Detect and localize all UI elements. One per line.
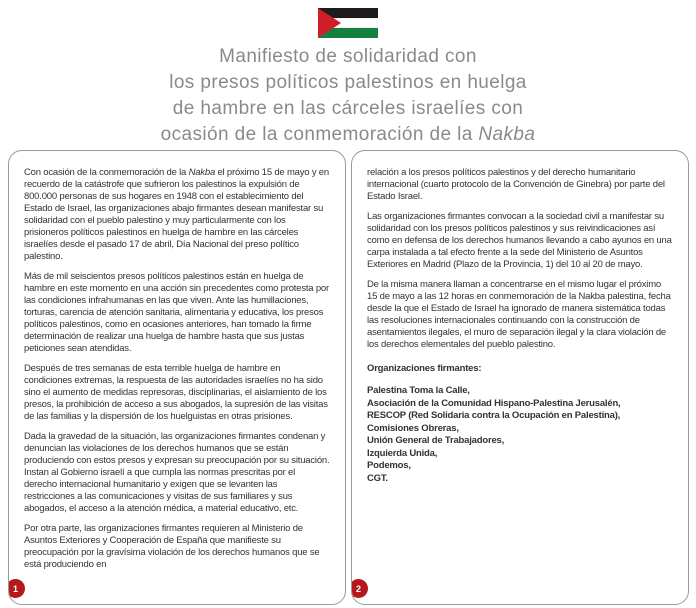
title-line-1: Manifiesto de solidaridad con (219, 46, 477, 67)
signatory-item: RESCOP (Red Solidaria contra la Ocupación en Palestina), (367, 410, 621, 421)
title-line-4: ocasión de la conmemoración de la Nakba (160, 124, 536, 145)
paragraph-6: relación a los presos políticos palestinos y del derecho humanitario internacional (cuarto protocolo de la Convención de Ginebra) por parte del Estado Israel. (367, 167, 665, 202)
title-line-3: de hambre en las cárceles israelíes con (172, 98, 524, 119)
paragraph-1: Con ocasión de la conmemoración de la Nakba el próximo 15 de mayo y en recuerdo de la catástrofe que sufrieron los palestinos la expulsión de 800.000 personas de sus hogares en 1948 con el establecimiento del Estado de Israel, las organizaciones abajo firmantes desean manifestar su solidaridad con el pueblo palestino y muy particularmente con los prisioneros políticos palestinos en huelga de hambre en las cárceles israelíes desde el pasado 17 de abril, Día Nacional del preso político palestino. (24, 167, 329, 262)
signatory-item: CGT. (367, 472, 388, 484)
flag-red-triangle (318, 8, 341, 38)
signatory-item: Palestina Toma la Calle, (367, 385, 470, 396)
paragraph-7: Las organizaciones firmantes convocan a la sociedad civil a manifestar su solidaridad con los presos políticos palestinos y sus reivindicaciones así como en defensa de los derechos humanos llevando a cabo ayunos en una carpa instalada a tal efecto frente a la sede del Ministerio de Asuntos Exteriores en Madrid (Plazo de la Provincia, 1) del 10 al 20 de mayo. (367, 211, 672, 270)
title-line-2: los presos políticos palestinos en huelga (169, 72, 527, 93)
manifesto-document (0, 8, 696, 608)
palestinian-flag-icon (318, 8, 378, 38)
page-marker-2: 2 (351, 579, 368, 598)
signatory-item: Izquierda Unida, (367, 447, 438, 459)
signatory-item: Comisiones Obreras, (367, 422, 459, 434)
title-nakba-italic: Nakba (478, 124, 536, 145)
nakba-italic: Nakba (188, 167, 216, 178)
paragraph-5: Por otra parte, las organizaciones firmantes requieren al Ministerio de Asuntos Exteriores y Cooperación de España que manifieste su preocupación por la gravísima violación de los derechos humanos que se está produciendo en (24, 523, 320, 570)
paragraph-2: Más de mil seiscientos presos políticos palestinos están en huelga de hambre en este momento en una acción sin precedentes como protesta por las condiciones infrahumanas en las que viven. Ante las humillaciones, torturas, carencia de atención sanitaria, alimentaria y educativa, los presos políticos palestinos, como en ocasiones anteriores, han tomado la firme determinación de realizar una huelga de hambre hasta que sus justas peticiones sean atendidas. (24, 271, 329, 354)
left-column-box (8, 150, 346, 605)
paragraph-4: Dada la gravedad de la situación, las organizaciones firmantes condenan y denuncian las violaciones de los derechos humanos que se están produciendo con estos presos y expresan su preocupación por su situación. Instan al Gobierno israelí a que cumpla las normas prescritas por el derecho internacional humanitario y exigen que se levanten las restricciones a las comunicaciones y visitas de sus familiares y sus abogados, el acceso a la atención médica, a material educativo, etc. (24, 431, 330, 514)
two-column-body (8, 150, 689, 605)
signatory-item: Unión General de Trabajadores, (367, 435, 505, 446)
page-marker-1: 1 (8, 579, 25, 598)
paragraph-3: Después de tres semanas de esta terrible huelga de hambre en condiciones extremas, la respuesta de las autoridades israelíes no ha sido sino el aumento de medidas represoras, disciplinarias, el aislamiento de los presos, la prohibición de acceso a sus abogados, la supresión de las visitas de las familias y la dispersión de los huelguistas en otras prisiones. (24, 363, 328, 422)
signatory-item: Podemos, (367, 460, 411, 471)
page-title (0, 44, 696, 148)
signatory-item: Asociación de la Comunidad Hispano-Palestina Jerusalén, (367, 397, 621, 409)
signatories-heading: Organizaciones firmantes: (367, 363, 482, 374)
paragraph-8: De la misma manera llaman a concentrarse en el mismo lugar el próximo 15 de mayo a las 12 horas en conmemoración de la Nakba palestina, fecha desde la que el Estado de Israel ha ignorado de manera sistemática todas las resoluciones internacionales continuando con la construcción de asentamientos ilegales, el muro de separación ilegal y la clara violación de los derechos elementales del pueblo palestino. (367, 279, 671, 350)
right-column-box (351, 150, 689, 605)
